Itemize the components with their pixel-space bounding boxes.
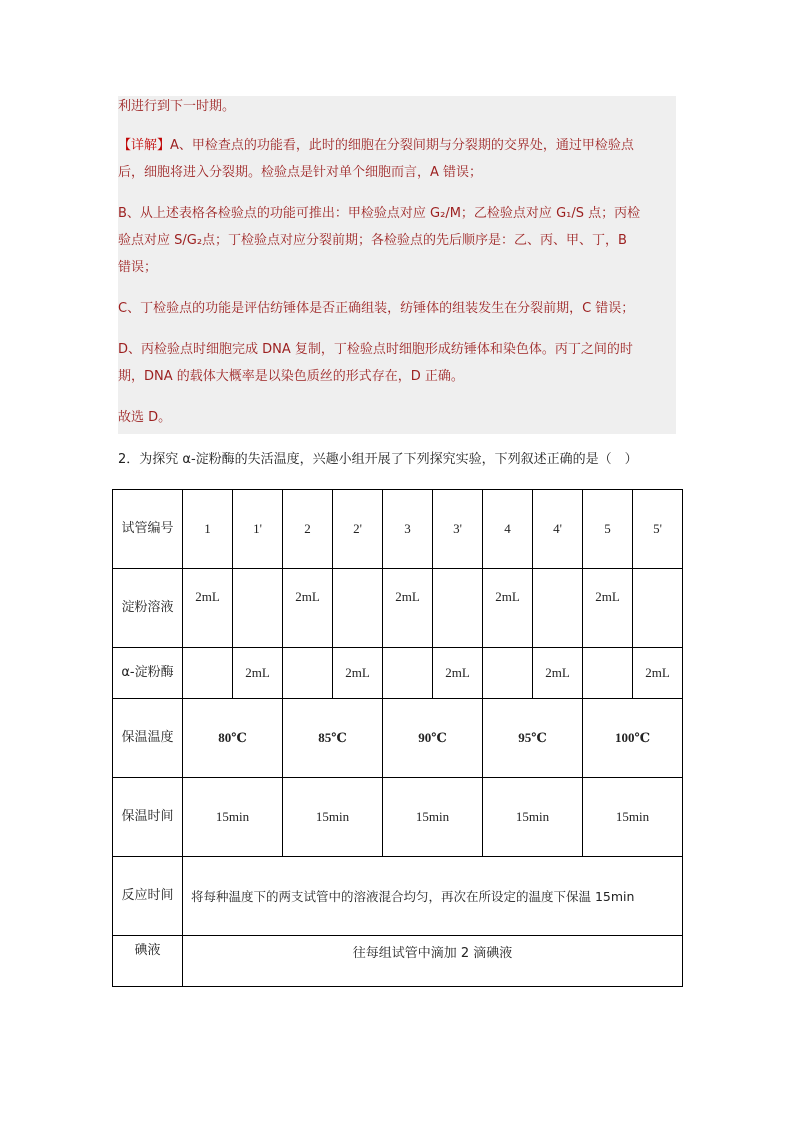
tube-2p: 2' xyxy=(333,490,383,569)
tube-3p: 3' xyxy=(433,490,483,569)
row-label-hold-time: 保温时间 xyxy=(113,778,183,857)
table-row-temperature xyxy=(113,699,683,778)
row-label-tube: 试管编号 xyxy=(113,490,183,569)
amylase-tube-4p: 2mL xyxy=(533,648,583,699)
tube-5: 5 xyxy=(583,490,633,569)
hold-time-group-2: 15min xyxy=(283,778,383,857)
answer-conclusion: 故选 D。 xyxy=(118,410,172,425)
temp-group-1: 80℃ xyxy=(183,699,283,778)
answer-line-continuation: 利进行到下一时期。 xyxy=(118,99,236,114)
starch-tube-3: 2mL xyxy=(383,569,433,648)
temp-group-4: 95℃ xyxy=(483,699,583,778)
starch-tube-2: 2mL xyxy=(283,569,333,648)
table-row-hold-time xyxy=(113,778,683,857)
temp-group-3: 90℃ xyxy=(383,699,483,778)
answer-option-c: C、丁检验点的功能是评估纺锤体是否正确组装，纺锤体的组装发生在分裂前期，C 错误； xyxy=(118,301,635,316)
row-label-amylase: α-淀粉酶 xyxy=(113,648,183,699)
row-label-iodine: 碘液 xyxy=(113,936,183,987)
table-row-iodine xyxy=(113,936,683,987)
starch-tube-1: 2mL xyxy=(183,569,233,648)
hold-time-group-4: 15min xyxy=(483,778,583,857)
question-stem: 2．为探究 α-淀粉酶的失活温度，兴趣小组开展了下列探究实验，下列叙述正确的是（ ） xyxy=(118,452,638,467)
detail-tag: 【详解】 xyxy=(118,138,171,153)
tube-4p: 4' xyxy=(533,490,583,569)
amylase-tube-3p: 2mL xyxy=(433,648,483,699)
answer-detail-line-1: 【详解】A、甲检查点的功能看，此时的细胞在分裂间期与分裂期的交界处，通过甲检验点 xyxy=(118,138,634,153)
row-label-temperature: 保温温度 xyxy=(113,699,183,778)
amylase-tube-2p: 2mL xyxy=(333,648,383,699)
tube-4: 4 xyxy=(483,490,533,569)
hold-time-group-1: 15min xyxy=(183,778,283,857)
answer-option-b-line-3: 错误； xyxy=(118,260,158,275)
tube-3: 3 xyxy=(383,490,433,569)
reaction-instruction: 将每种温度下的两支试管中的溶液混合均匀，再次在所设定的温度下保温 15min xyxy=(183,857,683,936)
starch-tube-5: 2mL xyxy=(583,569,633,648)
starch-tube-4: 2mL xyxy=(483,569,533,648)
table-row-tube-number xyxy=(113,490,683,569)
hold-time-group-3: 15min xyxy=(383,778,483,857)
temp-group-2: 85℃ xyxy=(283,699,383,778)
tube-5p: 5' xyxy=(633,490,683,569)
row-label-starch: 淀粉溶液 xyxy=(113,569,183,648)
row-label-reaction: 反应时间 xyxy=(113,857,183,936)
answer-option-b-line-2: 验点对应 S/G₂点；丁检验点对应分裂前期；各检验点的先后顺序是：乙、丙、甲、丁，B xyxy=(118,233,627,248)
table-row-starch xyxy=(113,569,683,648)
amylase-tube-1p: 2mL xyxy=(233,648,283,699)
amylase-tube-5p: 2mL xyxy=(633,648,683,699)
tube-2: 2 xyxy=(283,490,333,569)
table-row-reaction xyxy=(113,857,683,936)
answer-option-d-line-2: 期，DNA 的载体大概率是以染色质丝的形式存在，D 正确。 xyxy=(118,369,464,384)
answer-option-b-line-1: B、从上述表格各检验点的功能可推出：甲检验点对应 G₂/M；乙检验点对应 G₁/S 点；丙检 xyxy=(118,206,641,221)
table-row-amylase xyxy=(113,648,683,699)
answer-option-d-line-1: D、丙检验点时细胞完成 DNA 复制，丁检验点时细胞形成纺锤体和染色体。丙丁之间的时 xyxy=(118,342,633,357)
answer-detail-line-2: 后，细胞将进入分裂期。检验点是针对单个细胞而言，A 错误； xyxy=(118,165,483,180)
tube-1: 1 xyxy=(183,490,233,569)
iodine-instruction: 往每组试管中滴加 2 滴碘液 xyxy=(183,936,683,987)
tube-1p: 1' xyxy=(233,490,283,569)
temp-group-5: 100℃ xyxy=(583,699,683,778)
hold-time-group-5: 15min xyxy=(583,778,683,857)
experiment-table xyxy=(112,489,683,987)
